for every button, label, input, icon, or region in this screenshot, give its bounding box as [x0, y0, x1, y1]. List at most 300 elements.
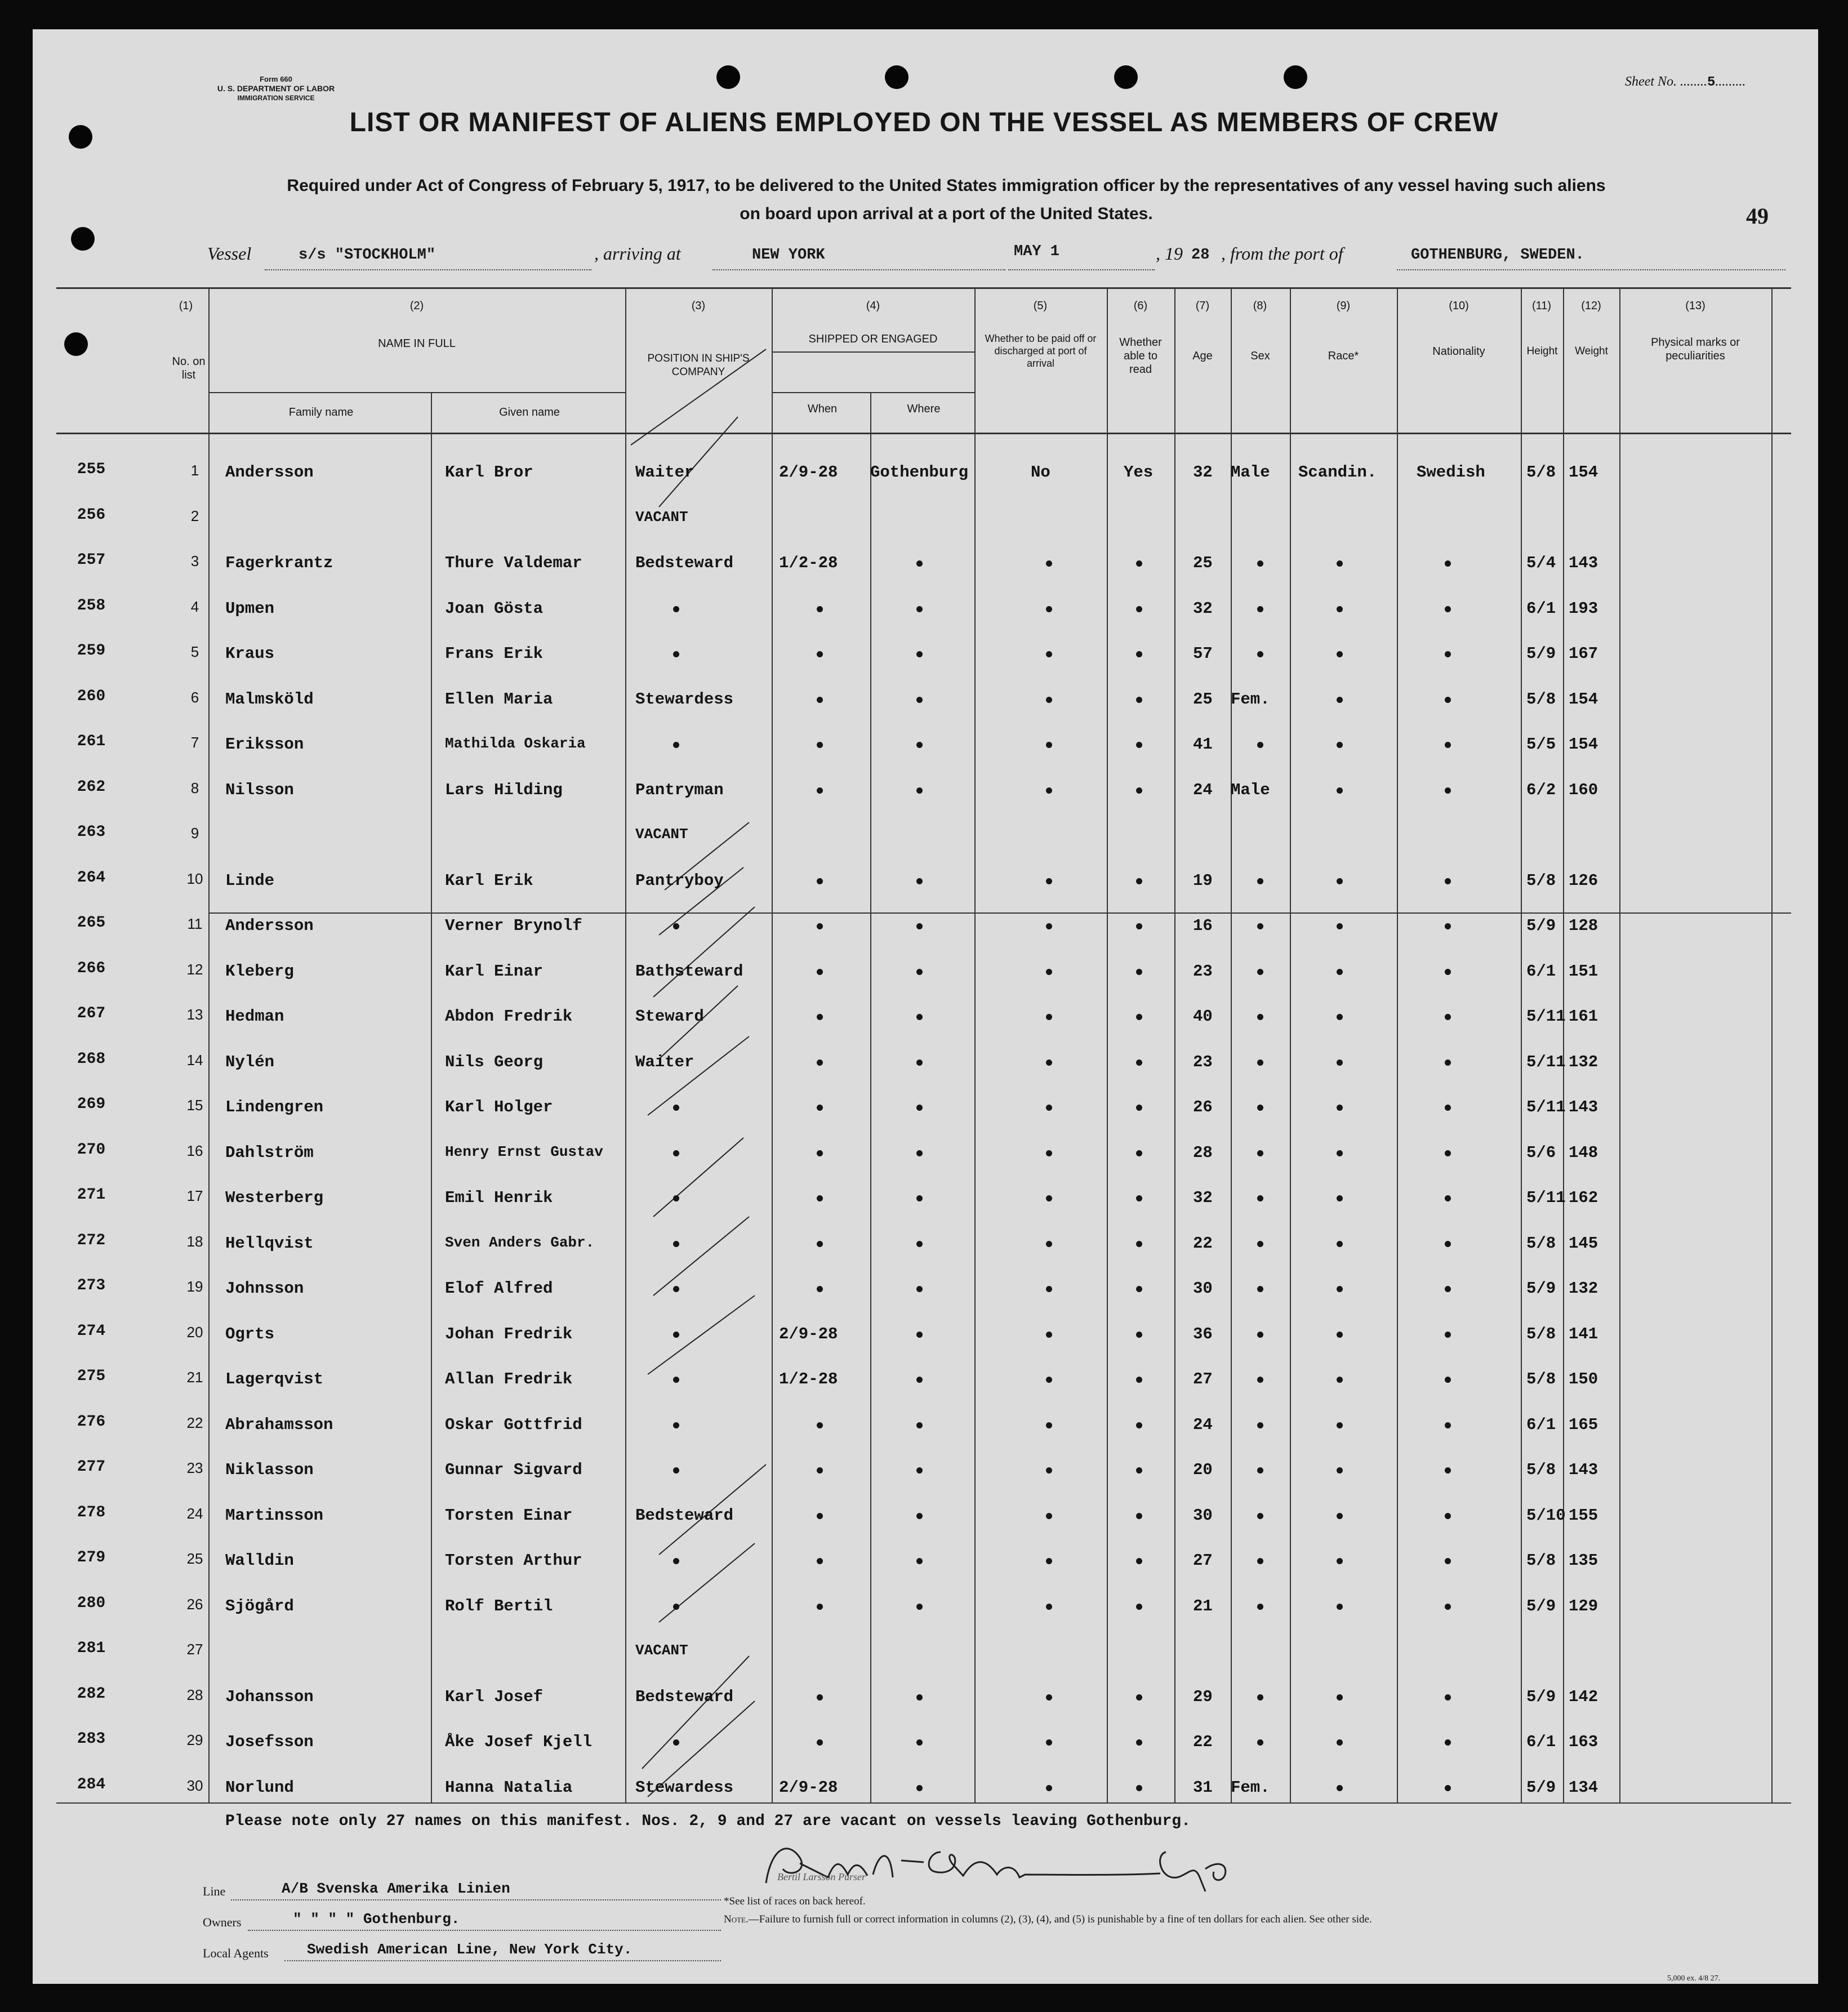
ditto-mark	[1337, 1513, 1343, 1519]
ditto-mark	[1337, 1377, 1343, 1383]
ditto-mark	[1445, 878, 1451, 884]
ditto-mark	[1257, 878, 1263, 884]
ditto-mark	[1136, 742, 1142, 748]
given-name: Sven Anders Gabr.	[445, 1234, 595, 1251]
ditto-mark	[817, 1604, 823, 1610]
ditto-mark	[673, 1195, 679, 1201]
given-name: Ellen Maria	[445, 689, 553, 709]
line-number: 30	[186, 1777, 203, 1794]
age: 31	[1193, 1778, 1213, 1797]
header-physical-marks: Physical marks or peculiarities	[1651, 336, 1740, 362]
nationality: Swedish	[1417, 463, 1485, 482]
weight: 141	[1569, 1324, 1598, 1343]
header-nationality: Nationality	[1432, 345, 1485, 358]
given-name: Torsten Arthur	[445, 1551, 582, 1570]
ditto-mark	[1257, 1513, 1263, 1519]
ditto-mark	[1136, 606, 1142, 612]
position: Stewardess	[635, 689, 734, 709]
weight: 165	[1569, 1415, 1598, 1434]
weight: 143	[1569, 1098, 1598, 1116]
ditto-mark	[1445, 1422, 1451, 1428]
given-name: Verner Brynolf	[445, 916, 582, 935]
given-name: Hanna Natalia	[445, 1778, 573, 1797]
family-name: Johansson	[225, 1687, 314, 1706]
ditto-mark	[1046, 1150, 1052, 1156]
ditto-mark	[817, 878, 823, 884]
ditto-mark	[916, 1241, 923, 1247]
age: 24	[1193, 1415, 1213, 1434]
ditto-mark	[1257, 1604, 1263, 1610]
position: Steward	[635, 1007, 704, 1026]
ditto-mark	[673, 1241, 679, 1247]
ditto-mark	[673, 1377, 679, 1383]
ditto-mark	[817, 1150, 823, 1156]
year-prefix: , 19	[1156, 243, 1183, 264]
age: 20	[1193, 1461, 1213, 1479]
ditto-mark	[673, 1286, 679, 1292]
ditto-mark	[1337, 1241, 1343, 1247]
ditto-mark	[817, 1286, 823, 1292]
sheet-label: Sheet No.	[1625, 74, 1677, 89]
stamp-number: 269	[77, 1096, 106, 1113]
punch-hole	[1114, 65, 1138, 89]
line-number: 26	[186, 1595, 203, 1613]
given-name: Gunnar Sigvard	[445, 1461, 582, 1479]
header-shipped: SHIPPED OR ENGAGED	[808, 333, 938, 345]
ditto-mark	[1046, 1467, 1052, 1474]
stamp-number: 263	[77, 824, 106, 841]
required-line-1: Required under Act of Congress of February 5, 1917, to be delivered to the United States immigration officer by the representatives of any vessel having such aliens	[287, 176, 1606, 195]
line-number: 13	[186, 1006, 203, 1023]
line-number: 23	[186, 1459, 203, 1476]
line-number: 24	[186, 1504, 203, 1522]
ditto-mark	[1046, 1014, 1052, 1020]
ditto-mark	[817, 697, 823, 703]
ditto-mark	[1257, 1060, 1263, 1066]
arriving-port: NEW YORK	[752, 247, 825, 264]
arriving-label: , arriving at	[594, 243, 681, 264]
height: 5/11	[1526, 1052, 1566, 1071]
paid-off: No	[1031, 463, 1050, 482]
note-label: Note.	[724, 1913, 749, 1925]
col-number: (2)	[409, 300, 424, 312]
agents-label: Local Agents	[203, 1946, 269, 1960]
line-number: 14	[186, 1051, 203, 1069]
height: 6/1	[1526, 1733, 1556, 1751]
height: 5/8	[1526, 871, 1556, 890]
from-port: GOTHENBURG, SWEDEN.	[1411, 247, 1584, 264]
ditto-mark	[673, 1467, 679, 1474]
ditto-mark	[916, 923, 923, 929]
height: 5/8	[1526, 1551, 1556, 1570]
height: 5/9	[1526, 1778, 1556, 1797]
ditto-mark	[1337, 1105, 1343, 1111]
family-name: Dahlström	[225, 1143, 314, 1162]
ditto-mark	[916, 1785, 923, 1791]
weight: 163	[1569, 1733, 1598, 1751]
stamp-number: 282	[77, 1685, 106, 1703]
owners-value: " " " " Gothenburg.	[293, 1911, 460, 1928]
weight: 160	[1569, 780, 1598, 799]
height: 6/1	[1526, 962, 1556, 981]
ditto-mark	[1136, 1467, 1142, 1474]
age: 28	[1193, 1143, 1213, 1162]
age: 57	[1193, 644, 1213, 663]
ditto-mark	[1337, 787, 1343, 794]
ditto-mark	[1257, 1105, 1263, 1111]
family-name: Malmsköld	[225, 689, 314, 709]
given-name: Allan Fredrik	[445, 1370, 573, 1388]
given-name: Karl Erik	[445, 871, 533, 890]
age: 41	[1193, 735, 1213, 754]
header-race: Race*	[1328, 350, 1359, 362]
ditto-mark	[1046, 1241, 1052, 1247]
ditto-mark	[673, 742, 679, 748]
header-family-name: Family name	[288, 406, 354, 419]
ditto-mark	[817, 651, 823, 657]
stamp-number: 262	[77, 778, 106, 796]
ditto-mark	[916, 1604, 923, 1610]
ditto-mark	[1337, 878, 1343, 884]
ditto-mark	[1337, 1467, 1343, 1474]
line-number: 10	[186, 870, 203, 887]
ditto-mark	[1445, 742, 1451, 748]
line-number: 19	[186, 1278, 203, 1295]
sheet-number: Sheet No. ........5.........	[1625, 74, 1746, 90]
ditto-mark	[1046, 1422, 1052, 1428]
ditto-mark	[1046, 606, 1052, 612]
ditto-mark	[1136, 1195, 1142, 1201]
ditto-mark	[1337, 1150, 1343, 1156]
family-name: Niklasson	[225, 1461, 314, 1479]
ditto-mark	[1445, 651, 1451, 657]
ditto-mark	[673, 1422, 679, 1428]
ditto-mark	[916, 742, 923, 748]
line-number: 5	[190, 643, 199, 660]
position: Pantryman	[635, 780, 724, 799]
ditto-mark	[1257, 923, 1263, 929]
stamp-number: 273	[77, 1277, 106, 1294]
ditto-mark	[817, 1513, 823, 1519]
ditto-mark	[1445, 606, 1451, 612]
weight: 134	[1569, 1778, 1598, 1797]
ditto-mark	[1337, 1195, 1343, 1201]
header-able-read: Whether able to read	[1119, 336, 1162, 376]
line-number: 8	[190, 779, 199, 796]
form-number: Form 660	[260, 75, 292, 83]
ditto-mark	[1046, 742, 1052, 748]
sheet-value: 5	[1707, 75, 1716, 90]
given-name: Mathilda Oskaria	[445, 735, 586, 752]
weight: 154	[1569, 463, 1598, 482]
header-position: POSITION IN SHIP'S COMPANY	[647, 353, 750, 378]
given-name: Emil Henrik	[445, 1188, 553, 1207]
stamp-number: 261	[77, 733, 106, 750]
ditto-mark	[1136, 1785, 1142, 1791]
sex: Fem.	[1231, 689, 1270, 709]
weight: 143	[1569, 1461, 1598, 1479]
weight: 161	[1569, 1007, 1598, 1026]
ditto-mark	[1445, 1332, 1451, 1338]
ditto-mark	[673, 1558, 679, 1564]
ditto-mark	[1445, 1241, 1451, 1247]
from-label: , from the port of	[1221, 243, 1343, 264]
ditto-mark	[1136, 1060, 1142, 1066]
height: 5/8	[1526, 689, 1556, 709]
col-number: (4)	[866, 300, 880, 312]
col-number: (10)	[1449, 300, 1469, 312]
ditto-mark	[916, 1150, 923, 1156]
service-name: IMMIGRATION SERVICE	[237, 94, 315, 102]
sex: Male	[1231, 463, 1270, 482]
height: 5/11	[1526, 1188, 1566, 1207]
given-name: Thure Valdemar	[445, 554, 582, 572]
ditto-mark	[1257, 606, 1263, 612]
punch-hole	[716, 65, 740, 89]
height: 5/11	[1526, 1098, 1566, 1116]
ditto-mark	[1136, 1332, 1142, 1338]
ditto-mark	[1445, 1785, 1451, 1791]
col-number: (7)	[1195, 300, 1210, 312]
given-name: Nils Georg	[445, 1052, 544, 1071]
ditto-mark	[1046, 1332, 1052, 1338]
ditto-mark	[1046, 787, 1052, 794]
ditto-mark	[1136, 1014, 1142, 1020]
weight: 145	[1569, 1234, 1598, 1253]
family-name: Hellqvist	[225, 1234, 314, 1253]
line-label: Line	[203, 1884, 226, 1898]
purser-signature	[755, 1830, 1262, 1897]
given-name: Rolf Bertil	[445, 1596, 553, 1615]
sex: Male	[1231, 780, 1270, 799]
given-name: Karl Bror	[445, 463, 533, 482]
required-text	[186, 172, 1707, 228]
ditto-mark	[1136, 1694, 1142, 1701]
ditto-mark	[916, 1377, 923, 1383]
line-number: 12	[186, 960, 203, 978]
given-name: Åke Josef Kjell	[445, 1733, 593, 1751]
family-name: Nilsson	[225, 780, 294, 799]
ditto-mark	[817, 606, 823, 612]
line-number: 1	[190, 462, 199, 479]
header-paid-off: Whether to be paid off or discharged at port of arrival	[985, 333, 1097, 369]
position: VACANT	[635, 1642, 688, 1659]
line-number: 27	[186, 1641, 203, 1658]
ditto-mark	[1046, 1513, 1052, 1519]
age: 25	[1193, 689, 1213, 709]
given-name: Oskar Gottfrid	[445, 1415, 582, 1434]
col-number: (1)	[179, 300, 193, 312]
age: 32	[1193, 1188, 1213, 1207]
print-run: 5,000 ex. 4/8 27.	[1667, 1974, 1721, 1983]
ditto-mark	[1136, 969, 1142, 975]
position: VACANT	[635, 508, 688, 526]
ditto-mark	[1257, 1739, 1263, 1746]
ditto-mark	[1136, 1604, 1142, 1610]
stamp-number: 283	[77, 1730, 106, 1748]
ditto-mark	[1445, 1739, 1451, 1746]
line-number: 4	[190, 598, 199, 615]
age: 19	[1193, 871, 1213, 890]
weight: 143	[1569, 554, 1598, 572]
note-text: —Failure to furnish full or correct information in columns (2), (3), (4), and (5) is punishable by a fine of ten dollars for each alien. See other side.	[748, 1913, 1372, 1925]
stamp-number: 284	[77, 1775, 106, 1793]
weight: 132	[1569, 1279, 1598, 1298]
line-number: 6	[190, 688, 199, 706]
position: Waiter	[635, 463, 694, 482]
ditto-mark	[1257, 1422, 1263, 1428]
weight: 135	[1569, 1551, 1598, 1570]
height: 5/9	[1526, 1687, 1556, 1706]
line-number: 11	[187, 915, 203, 932]
ditto-mark	[1257, 1467, 1263, 1474]
ditto-mark	[1136, 1150, 1142, 1156]
stamp-number: 255	[77, 461, 106, 478]
ditto-mark	[673, 1150, 679, 1156]
line-number: 2	[190, 507, 199, 524]
height: 6/1	[1526, 599, 1556, 618]
position: Bedsteward	[635, 554, 734, 572]
ditto-mark	[1337, 697, 1343, 703]
col-number: (5)	[1033, 300, 1048, 312]
header-height: Height	[1526, 345, 1558, 357]
col-number: (13)	[1685, 300, 1705, 312]
ditto-mark	[1445, 1105, 1451, 1111]
given-name: Lars Hilding	[445, 780, 563, 799]
department-name: U. S. DEPARTMENT OF LABOR	[217, 84, 335, 93]
ditto-mark	[1046, 923, 1052, 929]
ditto-mark	[817, 787, 823, 794]
ditto-mark	[1136, 1422, 1142, 1428]
height: 5/9	[1526, 916, 1556, 935]
engaged-when: 2/9-28	[779, 463, 838, 482]
weight: 132	[1569, 1052, 1598, 1071]
height: 5/9	[1526, 1596, 1556, 1615]
stamp-number: 276	[77, 1413, 106, 1431]
family-name: Kleberg	[225, 962, 294, 981]
ditto-mark	[673, 1332, 679, 1338]
header-weight: Weight	[1575, 345, 1608, 357]
ditto-mark	[673, 1604, 679, 1610]
ditto-mark	[1337, 1604, 1343, 1610]
header-no-on-list: No. on list	[172, 355, 206, 381]
header-name-in-full: NAME IN FULL	[378, 337, 456, 350]
ditto-mark	[1257, 1558, 1263, 1564]
ditto-mark	[1337, 742, 1343, 748]
header-when: When	[807, 403, 838, 415]
ditto-mark	[1136, 560, 1142, 567]
form-header	[180, 74, 372, 103]
ditto-mark	[817, 1014, 823, 1020]
age: 21	[1193, 1596, 1213, 1615]
age: 29	[1193, 1687, 1213, 1706]
stamp-number: 268	[77, 1050, 106, 1068]
ditto-mark	[1046, 1286, 1052, 1292]
given-name: Frans Erik	[445, 644, 544, 663]
height: 5/8	[1526, 1461, 1556, 1479]
given-name: Henry Ernst Gustav	[445, 1143, 603, 1160]
ditto-mark	[916, 1195, 923, 1201]
engaged-when: 1/2-28	[779, 554, 838, 572]
ditto-mark	[817, 1467, 823, 1474]
ditto-mark	[1445, 969, 1451, 975]
ditto-mark	[673, 1105, 679, 1111]
ditto-mark	[1337, 560, 1343, 567]
weight: 167	[1569, 644, 1598, 663]
stamp-number: 275	[77, 1368, 106, 1385]
stamp-number: 274	[77, 1322, 106, 1340]
family-name: Martinsson	[225, 1506, 324, 1525]
age: 32	[1193, 463, 1213, 482]
ditto-mark	[673, 923, 679, 929]
height: 5/6	[1526, 1143, 1556, 1162]
given-name: Karl Holger	[445, 1098, 553, 1116]
col-number: (11)	[1531, 300, 1552, 312]
ditto-mark	[916, 1467, 923, 1474]
ditto-mark	[1445, 1286, 1451, 1292]
ditto-mark	[1136, 1377, 1142, 1383]
ditto-mark	[1445, 1694, 1451, 1701]
ditto-mark	[1257, 1332, 1263, 1338]
ditto-mark	[1257, 1241, 1263, 1247]
family-name: Hedman	[225, 1007, 284, 1026]
stamp-number: 266	[77, 959, 106, 977]
owners-label: Owners	[203, 1915, 242, 1929]
able-to-read: Yes	[1124, 463, 1154, 482]
ditto-mark	[1337, 923, 1343, 929]
line-number: 29	[186, 1731, 203, 1748]
ditto-mark	[1445, 787, 1451, 794]
ditto-mark	[817, 969, 823, 975]
ditto-mark	[1445, 1014, 1451, 1020]
ditto-mark	[1445, 697, 1451, 703]
height: 5/8	[1526, 1234, 1556, 1253]
page-number: 49	[1746, 203, 1769, 229]
col-number: (12)	[1581, 300, 1601, 312]
engaged-when: 2/9-28	[779, 1324, 838, 1343]
line-number: 16	[186, 1142, 203, 1159]
ditto-mark	[1136, 1513, 1142, 1519]
ditto-mark	[1445, 1060, 1451, 1066]
height: 5/10	[1526, 1506, 1566, 1525]
punch-hole	[71, 227, 95, 251]
ditto-mark	[1136, 1241, 1142, 1247]
family-name: Sjögård	[225, 1596, 294, 1615]
signature-text: Bertil Larsson Purser	[777, 1871, 866, 1882]
ditto-mark	[1046, 560, 1052, 567]
family-name: Lagerqvist	[225, 1370, 324, 1388]
ditto-mark	[916, 606, 923, 612]
ditto-mark	[1445, 1467, 1451, 1474]
family-name: Kraus	[225, 644, 275, 663]
ditto-mark	[673, 651, 679, 657]
ditto-mark	[817, 1739, 823, 1746]
ditto-mark	[1136, 1105, 1142, 1111]
family-name: Abrahamsson	[225, 1415, 333, 1434]
age: 32	[1193, 599, 1213, 618]
punch-hole	[885, 65, 909, 89]
age: 30	[1193, 1279, 1213, 1298]
height: 5/8	[1526, 463, 1556, 482]
ditto-mark	[1337, 651, 1343, 657]
race: Scandin.	[1298, 463, 1377, 482]
weight: 154	[1569, 689, 1598, 709]
age: 16	[1193, 916, 1213, 935]
ditto-mark	[817, 1422, 823, 1428]
header-where: Where	[907, 403, 941, 415]
line-number: 25	[186, 1550, 203, 1567]
ditto-mark	[916, 651, 923, 657]
